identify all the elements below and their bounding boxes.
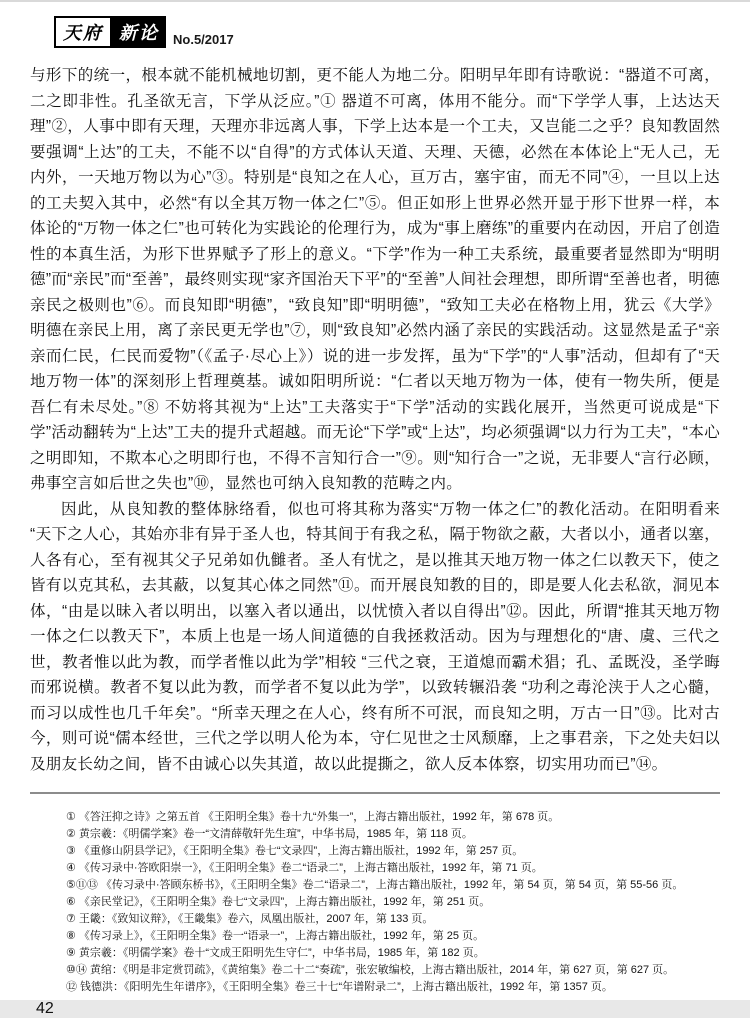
footnote-text: 《重修山阴县学记》，《王阳明全集》卷七“文录四”，上海古籍出版社，1992 年，第 257 页。 xyxy=(78,845,524,857)
footnote-item xyxy=(66,809,720,826)
issue-number: No.5/2017 xyxy=(173,32,234,47)
footnote-marker: ③ xyxy=(66,845,76,857)
body-paragraph-2: 因此，从良知教的整体脉络看，似也可将其称为落实“万物一体之仁”的教化活动。在阳明看来 “天下之人心，其始亦非有异于圣人也，特其间于有我之私，隔于物欲之蔽，大者以小，通者以塞，人各有心，至有视其父子兄弟如仇雠者。圣人有忧之，是以推其天地万物一体之仁以教天下，使之皆有以克其私，去其蔽，以复其心体之同然”⑪。而开展良知教的目的，即是要人化去私欲，洞见本体，“由是以昧入者以明出，以塞入者以通出，以忧愤入者以自得出”⑫。因此，所谓“推其天地万物一体之仁以教天下”，本质上也是一场人间道德的自我拯救活动。因为与理想化的“唐、虞、三代之世，教者惟以此为教，而学者惟以此为学”相较 “三代之衰，王道熄而霸术猖；孔、孟既没，圣学晦而邪说横。教者不复以此为教，而学者不复以此为学”，以致转辗沿袭 “功利之毒沦浃于人之心髓，而习以成性也几千年矣”。“所幸天理之在人心，终有所不可泯，而良知之明，万古一日”⑬。比对古今，则可说“儒本经世，三代之学以明人伦为本，守仁见世之士风颓靡，上之事君亲，下之处夫妇以及朋友长幼之间，皆不由诚心以失其道，故以此提撕之，欲人反本体察，切实用功而已”⑭。 xyxy=(30,500,720,773)
page-header xyxy=(54,18,720,48)
footnote-item xyxy=(66,945,720,962)
footnote-marker: ⑩⑭ xyxy=(66,964,87,976)
footnote-marker: ① xyxy=(66,811,76,823)
footnote-item xyxy=(66,894,720,911)
footnotes-section xyxy=(30,809,720,996)
footnote-marker: ⑧ xyxy=(66,930,76,942)
footnote-item xyxy=(66,877,720,894)
footnote-item xyxy=(66,843,720,860)
footnote-item xyxy=(66,860,720,877)
footnote-text: 黄宗羲：《明儒学案》卷十“文成王阳明先生守仁”，中华书局，1985 年，第 182 页。 xyxy=(78,947,485,959)
page-number: 42 xyxy=(36,1000,54,1017)
journal-logo-xinlun: 新论 xyxy=(112,16,166,48)
footnote-item xyxy=(66,962,720,979)
footnote-marker: ⑦ xyxy=(66,913,76,925)
body-paragraph-1: 与形下的统一，根本就不能机械地切割，更不能人为地二分。阳明早年即有诗歌说：“器道不可离，二之即非性。孔圣欲无言，下学从泛应。”① 器道不可离，体用不能分。而“下学学人事，上达达天理”②，人事中即有天理，天理亦非远离人事，下学上达本是一个工夫，又岂能二之乎？良知教固然要强调“上达”的工夫，不能不以“自得”的方式体认天道、天理、天德，必然在本体论上“无人己，无内外，一天地万物以为心”③。特别是“良知之在人心，亘万古，塞宇宙，而无不同”④，一旦以上达的工夫契入其中，必然“有以全其万物一体之仁”⑤。但正如形上世界必然开显于形下世界一样，本体论的“万物一体之仁”也可转化为实践论的伦理行为，成为“事上磨练”的重要内在动因，开启了创造性的本真生活，为形下世界赋予了形上的意义。“下学”作为一种工夫系统，最重要者显然即为“明明德”而“亲民”而“至善”，最终则实现“家齐国治天下平”的“至善”人间社会理想，即所谓“至善也者，明德亲民之极则也”⑥。而良知即“明德”，“致良知”即“明明德”，“致知工夫必在格物上用，犹云《大学》明德在亲民上用，离了亲民更无学也”⑦，则“致良知”必然内涵了亲民的实践活动。这显然是孟子“亲亲而仁民，仁民而爱物”（《孟子·尽心上》）说的进一步发挥，虽为“下学”的“人事”活动，但却有了“天地万物一体”的深刻形上哲理奠基。诚如阳明所说：“仁者以天地万物为一体，使有一物失所，便是吾仁有未尽处。”⑧ 不妨将其视为“上达”工夫落实于“下学”活动的实践化展开，当然更可说成是“下学”活动翻转为“上达”工夫的提升式超越。而无论“下学”或“上达”，均必须强调“以力行为工夫”，“本心之明即知，不欺本心之明即行也，不得不言知行合一”⑨。则“知行合一”之说，无非要人“言行必顾，弗事空言如后世之失也”⑩，显然也可纳入良知教的范畴之内。 xyxy=(30,67,720,492)
footnote-marker: ⑨ xyxy=(66,947,76,959)
footnote-text: 黄绾：《明是非定赏罚疏》，《黄绾集》卷二十二“奏疏”，张宏敏编校，上海古籍出版社，2014 年，第 627 页，第 627 页。 xyxy=(89,964,675,976)
footnote-text: 《亲民堂记》，《王阳明全集》卷七“文录四”，上海古籍出版社，1992 年，第 251 页。 xyxy=(78,896,491,908)
footnote-text: 《传习录中·答欧阳崇一》，《王阳明全集》卷二“语录二”，上海古籍出版社，1992 年，第 71 页。 xyxy=(78,862,543,874)
footnote-text: 《传习录上》，《王阳明全集》卷一“语录一”，上海古籍出版社，1992 年，第 25 页。 xyxy=(78,930,485,942)
journal-logo-tianfu: 天府 xyxy=(54,16,112,48)
footnote-marker: ⑤⑪⑬ xyxy=(66,879,98,891)
footnote-item xyxy=(66,911,720,928)
footnote-marker: ④ xyxy=(66,862,76,874)
footnote-separator xyxy=(30,792,720,794)
footnote-text: 黄宗羲：《明儒学案》卷一“文清薛敬轩先生瑄”，中华书局，1985 年，第 118 页。 xyxy=(78,828,473,840)
footnote-item xyxy=(66,928,720,945)
footnote-item xyxy=(66,826,720,843)
footnote-text: 钱德洪：《阳明先生年谱序》，《王阳明全集》卷三十七“年谱附录二”，上海古籍出版社，1992 年，第 1357 页。 xyxy=(80,981,613,993)
journal-logo xyxy=(54,16,166,48)
footnote-text: 《答汪抑之诗》之第五首 《王阳明全集》卷十九“外集一”，上海古籍出版社，1992 年，第 678 页。 xyxy=(78,811,560,823)
footnote-text: 王畿：《致知议辩》，《王畿集》卷六，凤凰出版社，2007 年，第 133 页。 xyxy=(78,913,434,925)
footnote-marker: ⑫ xyxy=(66,981,77,993)
footnote-marker: ⑥ xyxy=(66,896,76,908)
footnote-text: 《传习录中·答顾东桥书》，《王阳明全集》卷二“语录二”，上海古籍出版社，1992 年，第 54 页，第 54 页，第 55-56 页。 xyxy=(100,879,684,891)
footnote-marker: ② xyxy=(66,828,76,840)
article-body xyxy=(30,63,720,777)
footnote-item xyxy=(66,979,720,996)
